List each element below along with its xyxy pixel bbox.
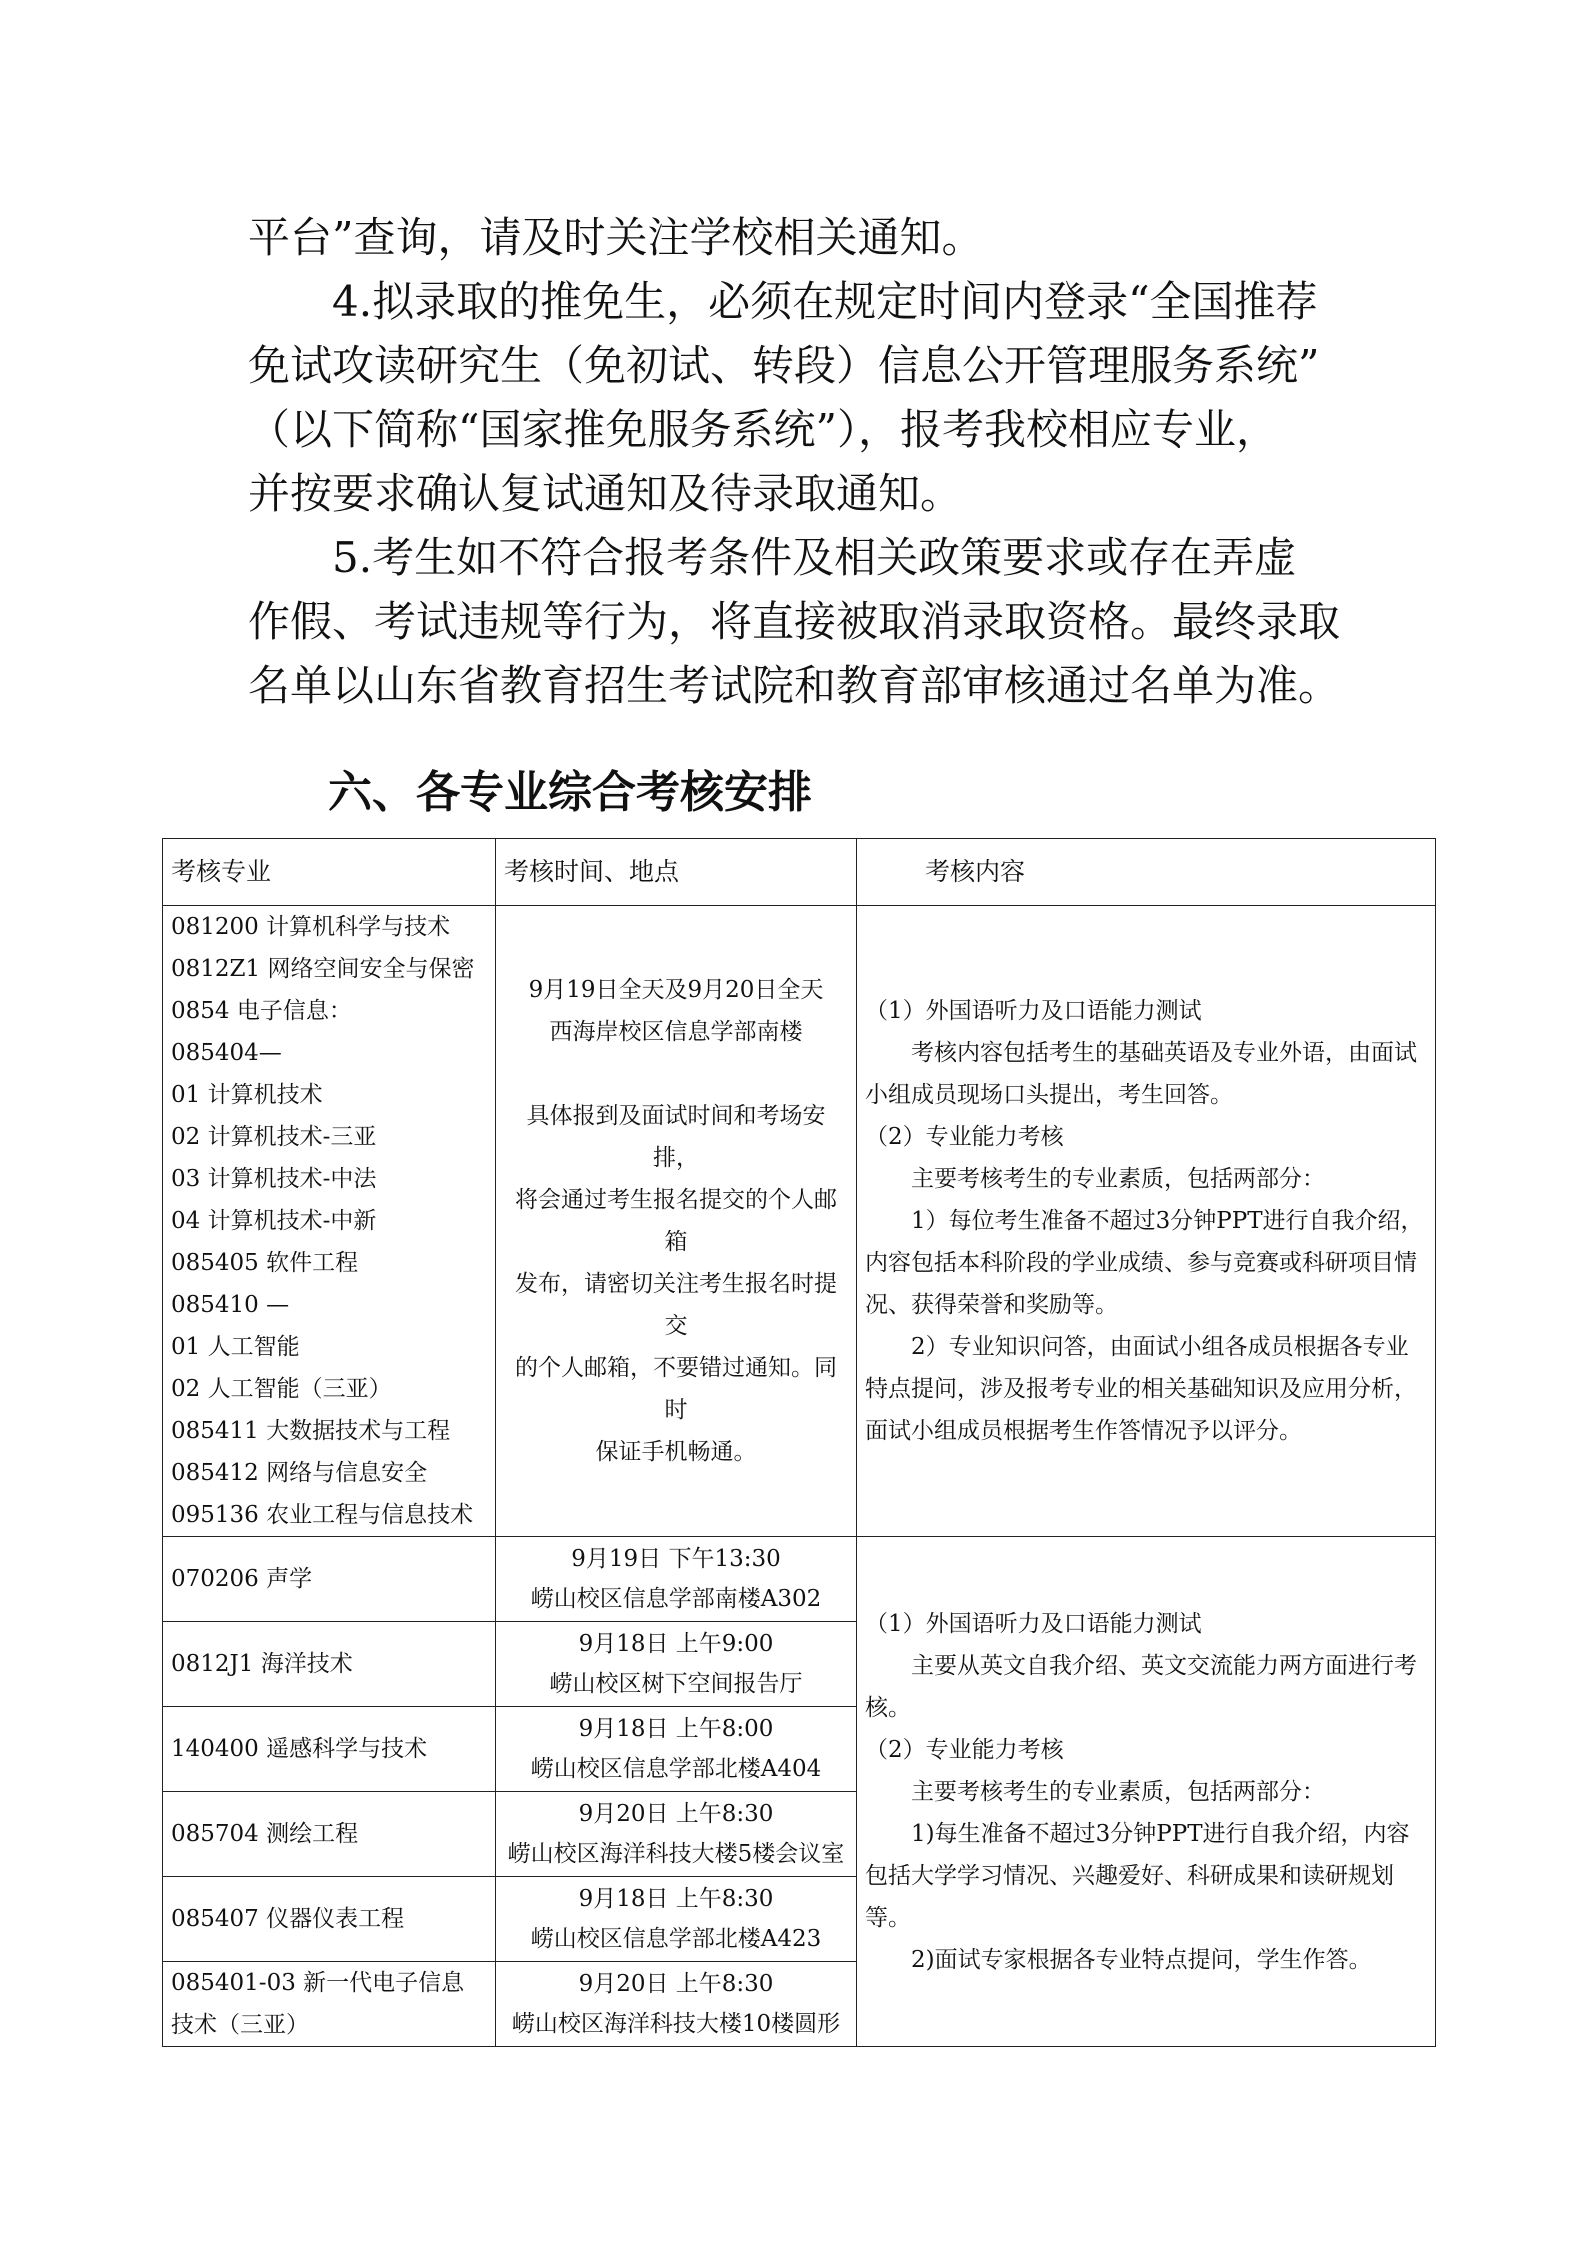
major-item: 02 人工智能（三亚） xyxy=(171,1376,392,1402)
schedule-time: 9月18日 上午8:30 xyxy=(578,1886,774,1912)
assessment-table xyxy=(162,838,1436,2047)
major-item: 0812Z1 网络空间安全与保密 xyxy=(171,956,475,982)
paragraph-line: （以下简称“国家推免服务系统”），报考我校相应专业， xyxy=(248,405,1278,454)
content-line: 主要从英文自我介绍、英文交流能力两方面进行考核。 xyxy=(865,1652,1417,1721)
major-item: 01 计算机技术 xyxy=(171,1082,323,1108)
major-item: 085405 软件工程 xyxy=(171,1250,359,1276)
table-row xyxy=(163,906,1436,1537)
major-cell: 0812J1 海洋技术 xyxy=(163,1622,496,1707)
content-line: （2）专业能力考核 xyxy=(865,1124,1064,1150)
schedule-place: 崂山校区海洋科技大楼5楼会议室 xyxy=(507,1841,845,1867)
content-line: 1)每生准备不超过3分钟PPT进行自我介绍，内容包括大学学习情况、兴趣爱好、科研成果和读研规划等。 xyxy=(865,1820,1410,1931)
paragraph-line: 平台”查询，请及时关注学校相关通知。 xyxy=(248,213,984,262)
content-line: 主要考核考生的专业素质，包括两部分： xyxy=(911,1778,1325,1805)
schedule-cell xyxy=(496,1622,857,1707)
content-line: 2)面试专家根据各专业特点提问，学生作答。 xyxy=(911,1946,1372,1973)
schedule-time: 9月20日 上午8:30 xyxy=(578,1801,774,1827)
paragraph-line: 名单以山东省教育招生考试院和教育部审核通过名单为准。 xyxy=(248,661,1341,710)
content-line: （2）专业能力考核 xyxy=(865,1736,1064,1763)
body-text-top xyxy=(248,206,1340,718)
schedule-cell xyxy=(496,1537,857,1622)
header-major: 考核专业 xyxy=(163,839,496,906)
major-item: 01 人工智能 xyxy=(171,1334,300,1360)
schedule-spacer xyxy=(504,1053,848,1095)
schedule-place: 崂山校区树下空间报告厅 xyxy=(549,1671,803,1697)
schedule-place: 崂山校区海洋科技大楼10楼圆形 xyxy=(511,2011,841,2037)
major-item: 095136 农业工程与信息技术 xyxy=(171,1502,474,1528)
paragraph-line: 5.考生如不符合报考条件及相关政策要求或存在弄虚 xyxy=(332,533,1297,582)
major-item: 03 计算机技术-中法 xyxy=(171,1166,377,1192)
section-heading: 六、各专业综合考核安排 xyxy=(328,767,812,818)
content-line: （1）外国语听力及口语能力测试 xyxy=(865,998,1202,1024)
major-cell: 085407 仪器仪表工程 xyxy=(163,1877,496,1962)
paragraph-line: 作假、考试违规等行为，将直接被取消录取资格。最终录取 xyxy=(248,597,1341,646)
content-line: 考核内容包括考生的基础英语及专业外语，由面试小组成员现场口头提出，考生回答。 xyxy=(865,1040,1417,1108)
major-item: 04 计算机技术-中新 xyxy=(171,1208,377,1234)
schedule-place: 崂山校区信息学部北楼A404 xyxy=(530,1756,822,1782)
content-line: 2）专业知识问答，由面试小组各成员根据各专业特点提问，涉及报考专业的相关基础知识及应用分析，面试小组成员根据考生作答情况予以评分。 xyxy=(865,1334,1417,1444)
major-item: 085411 大数据技术与工程 xyxy=(171,1418,451,1444)
schedule-line: 具体报到及面试时间和考场安排， xyxy=(526,1103,826,1171)
schedule-cell xyxy=(496,1792,857,1877)
schedule-line: 将会通过考生报名提交的个人邮箱 xyxy=(515,1187,837,1255)
content-line: 主要考核考生的专业素质，包括两部分： xyxy=(911,1166,1325,1192)
major-item: 085410 — xyxy=(171,1292,290,1318)
schedule-cell xyxy=(496,1877,857,1962)
major-item: 085404— xyxy=(171,1040,282,1066)
schedule-line: 的个人邮箱，不要错过通知。同时 xyxy=(515,1355,837,1423)
major-item: 0854 电子信息： xyxy=(171,998,352,1024)
schedule-time: 9月19日 下午13:30 xyxy=(571,1546,781,1572)
content-line: 1）每位考生准备不超过3分钟PPT进行自我介绍，内容包括本科阶段的学业成绩、参与竞赛或科研项目情况、获得荣誉和奖励等。 xyxy=(865,1208,1424,1318)
majors-cell xyxy=(163,906,496,1537)
major-cell: 140400 遥感科学与技术 xyxy=(163,1707,496,1792)
table-row xyxy=(163,1537,1436,1622)
content-cell xyxy=(857,1537,1436,2047)
schedule-line: 发布，请密切关注考生报名时提交 xyxy=(515,1271,837,1339)
header-content: 考核内容 xyxy=(857,839,1436,906)
schedule-cell xyxy=(496,906,857,1537)
header-time-place: 考核时间、地点 xyxy=(496,839,857,906)
content-cell xyxy=(857,906,1436,1537)
schedule-time: 9月18日 上午8:00 xyxy=(578,1716,774,1742)
schedule-place: 崂山校区信息学部北楼A423 xyxy=(530,1926,822,1952)
schedule-line: 保证手机畅通。 xyxy=(595,1439,757,1465)
schedule-cell xyxy=(496,1707,857,1792)
paragraph-line: 免试攻读研究生（免初试、转段）信息公开管理服务系统” xyxy=(248,341,1320,390)
schedule-time: 9月18日 上午9:00 xyxy=(578,1631,774,1657)
schedule-line: 西海岸校区信息学部南楼 xyxy=(549,1019,803,1045)
major-item: 085412 网络与信息安全 xyxy=(171,1460,428,1486)
table-header-row xyxy=(163,839,1436,906)
major-cell: 085704 测绘工程 xyxy=(163,1792,496,1877)
schedule-line: 9月19日全天及9月20日全天 xyxy=(528,977,824,1003)
schedule-cell xyxy=(496,1962,857,2047)
paragraph-line: 4.拟录取的推免生，必须在规定时间内登录“全国推荐 xyxy=(332,277,1318,326)
major-cell: 070206 声学 xyxy=(163,1537,496,1622)
major-item: 02 计算机技术-三亚 xyxy=(171,1124,377,1150)
paragraph-line: 并按要求确认复试通知及待录取通知。 xyxy=(248,469,963,518)
major-cell: 085401-03 新一代电子信息技术（三亚） xyxy=(163,1962,496,2047)
schedule-time: 9月20日 上午8:30 xyxy=(578,1971,774,1997)
major-item: 081200 计算机科学与技术 xyxy=(171,914,451,940)
schedule-place: 崂山校区信息学部南楼A302 xyxy=(530,1586,822,1612)
content-line: （1）外国语听力及口语能力测试 xyxy=(865,1610,1202,1637)
